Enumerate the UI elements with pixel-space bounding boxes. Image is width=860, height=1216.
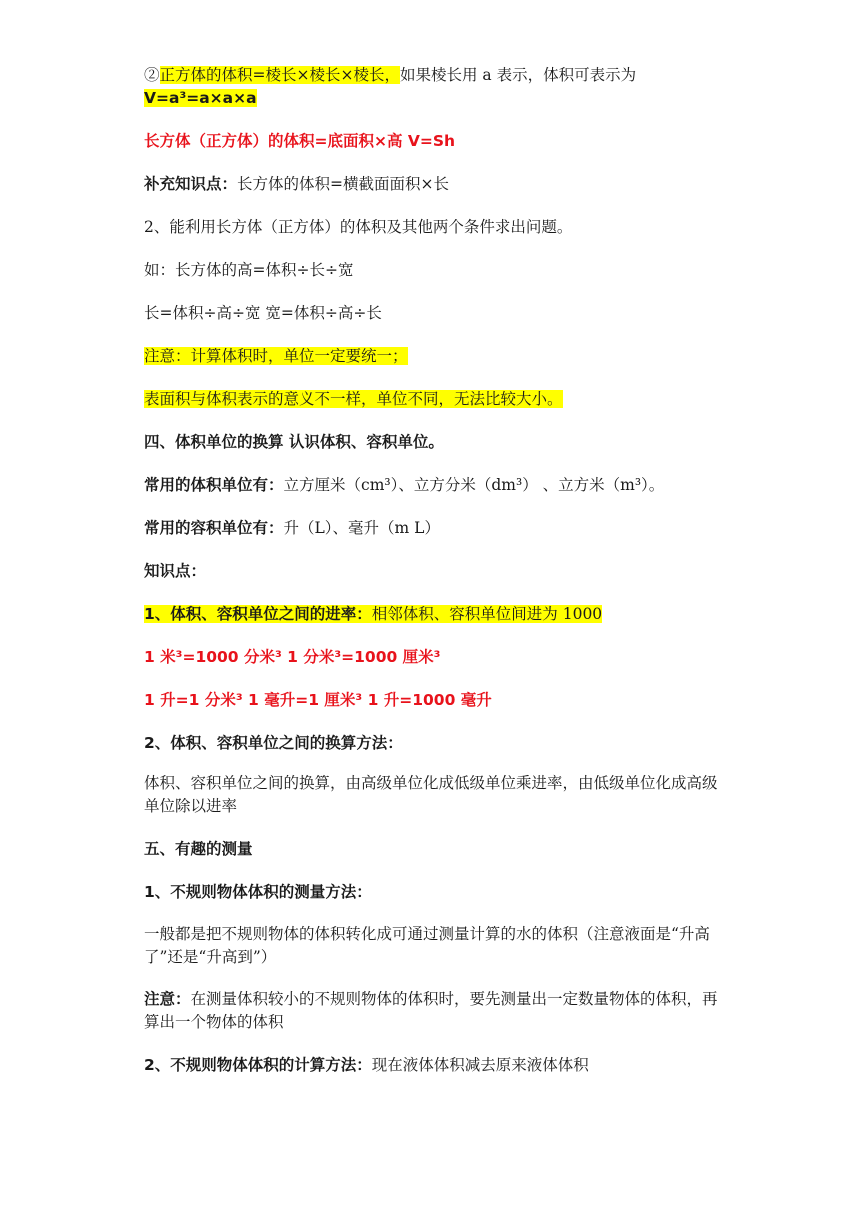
conversion-rate-label: 1、体积、容积单位之间的进率： bbox=[144, 605, 372, 623]
supplement-label: 补充知识点： bbox=[144, 175, 238, 193]
unit-consistency-highlight: 注意：计算体积时，单位一定要统一； bbox=[144, 347, 408, 365]
cube-volume-line bbox=[144, 64, 636, 87]
conversion-method-heading: 2、体积、容积单位之间的换算方法： bbox=[144, 734, 403, 752]
cuboid-volume-formula: 长方体（正方体）的体积=底面积×高 V=Sh bbox=[144, 132, 456, 150]
conversion-rate-text: 相邻体积、容积单位间进为 1000 bbox=[371, 605, 603, 623]
unit-consistency-note bbox=[144, 345, 408, 368]
irregular-measure-text: 一般都是把不规则物体的体积转化成可通过测量计算的水的体积（注意液面是“升高了”还是“升高到”） bbox=[144, 925, 710, 966]
cube-volume-text: 如果棱长用 a 表示，体积可表示为 bbox=[399, 66, 637, 84]
area-volume-compare-highlight: 表面积与体积表示的意义不一样，单位不同，无法比较大小。 bbox=[144, 390, 563, 408]
volume-conversion-line: 1 米³=1000 分米³ 1 分米³=1000 厘米³ bbox=[144, 648, 441, 666]
volume-units-line bbox=[144, 474, 664, 497]
irregular-measure-heading: 1、不规则物体体积的测量方法： bbox=[144, 883, 372, 901]
point-2-heading: 2、能利用长方体（正方体）的体积及其他两个条件求出问题。 bbox=[144, 218, 573, 236]
capacity-units-text: 升（L）、毫升（m L） bbox=[283, 519, 440, 537]
conversion-rate-line bbox=[144, 603, 602, 626]
capacity-conversion-line: 1 升=1 分米³ 1 毫升=1 厘米³ 1 升=1000 毫升 bbox=[144, 691, 492, 709]
supplement-text: 长方体的体积=横截面面积×长 bbox=[237, 175, 449, 193]
small-object-note-label: 注意： bbox=[144, 990, 191, 1008]
circled-number: ② bbox=[144, 66, 160, 84]
irregular-calc-text: 现在液体体积减去原来液体体积 bbox=[371, 1056, 589, 1074]
capacity-units-label: 常用的容积单位有： bbox=[144, 519, 284, 537]
cube-volume-formula-line bbox=[144, 87, 257, 110]
section-4-heading: 四、体积单位的换算 认识体积、容积单位。 bbox=[144, 433, 444, 451]
example-height-formula: 如：长方体的高=体积÷长÷宽 bbox=[144, 261, 354, 279]
irregular-calc-label: 2、不规则物体体积的计算方法： bbox=[144, 1056, 372, 1074]
area-volume-compare-note bbox=[144, 388, 563, 411]
small-object-note-text: 在测量体积较小的不规则物体的体积时，要先测量出一定数量物体的体积，再算出一个物体的体积 bbox=[144, 990, 718, 1031]
supplement-note bbox=[144, 173, 449, 196]
cube-volume-formula: V=a³=a×a×a bbox=[144, 89, 257, 107]
capacity-units-line bbox=[144, 517, 440, 540]
cube-volume-highlight: 正方体的体积=棱长×棱长×棱长， bbox=[159, 66, 400, 84]
irregular-calc-line bbox=[144, 1054, 589, 1077]
conversion-method-text: 体积、容积单位之间的换算，由高级单位化成低级单位乘进率，由低级单位化成高级单位除以进率 bbox=[144, 774, 718, 815]
volume-units-text: 立方厘米（cm³）、立方分米（dm³） 、立方米（m³）。 bbox=[283, 476, 665, 494]
section-5-heading: 五、有趣的测量 bbox=[144, 840, 253, 858]
volume-units-label: 常用的体积单位有： bbox=[144, 476, 284, 494]
small-object-note bbox=[144, 988, 724, 1034]
knowledge-points-label: 知识点： bbox=[144, 562, 207, 580]
example-length-width-formula: 长=体积÷高÷宽 宽=体积÷高÷长 bbox=[144, 304, 382, 322]
